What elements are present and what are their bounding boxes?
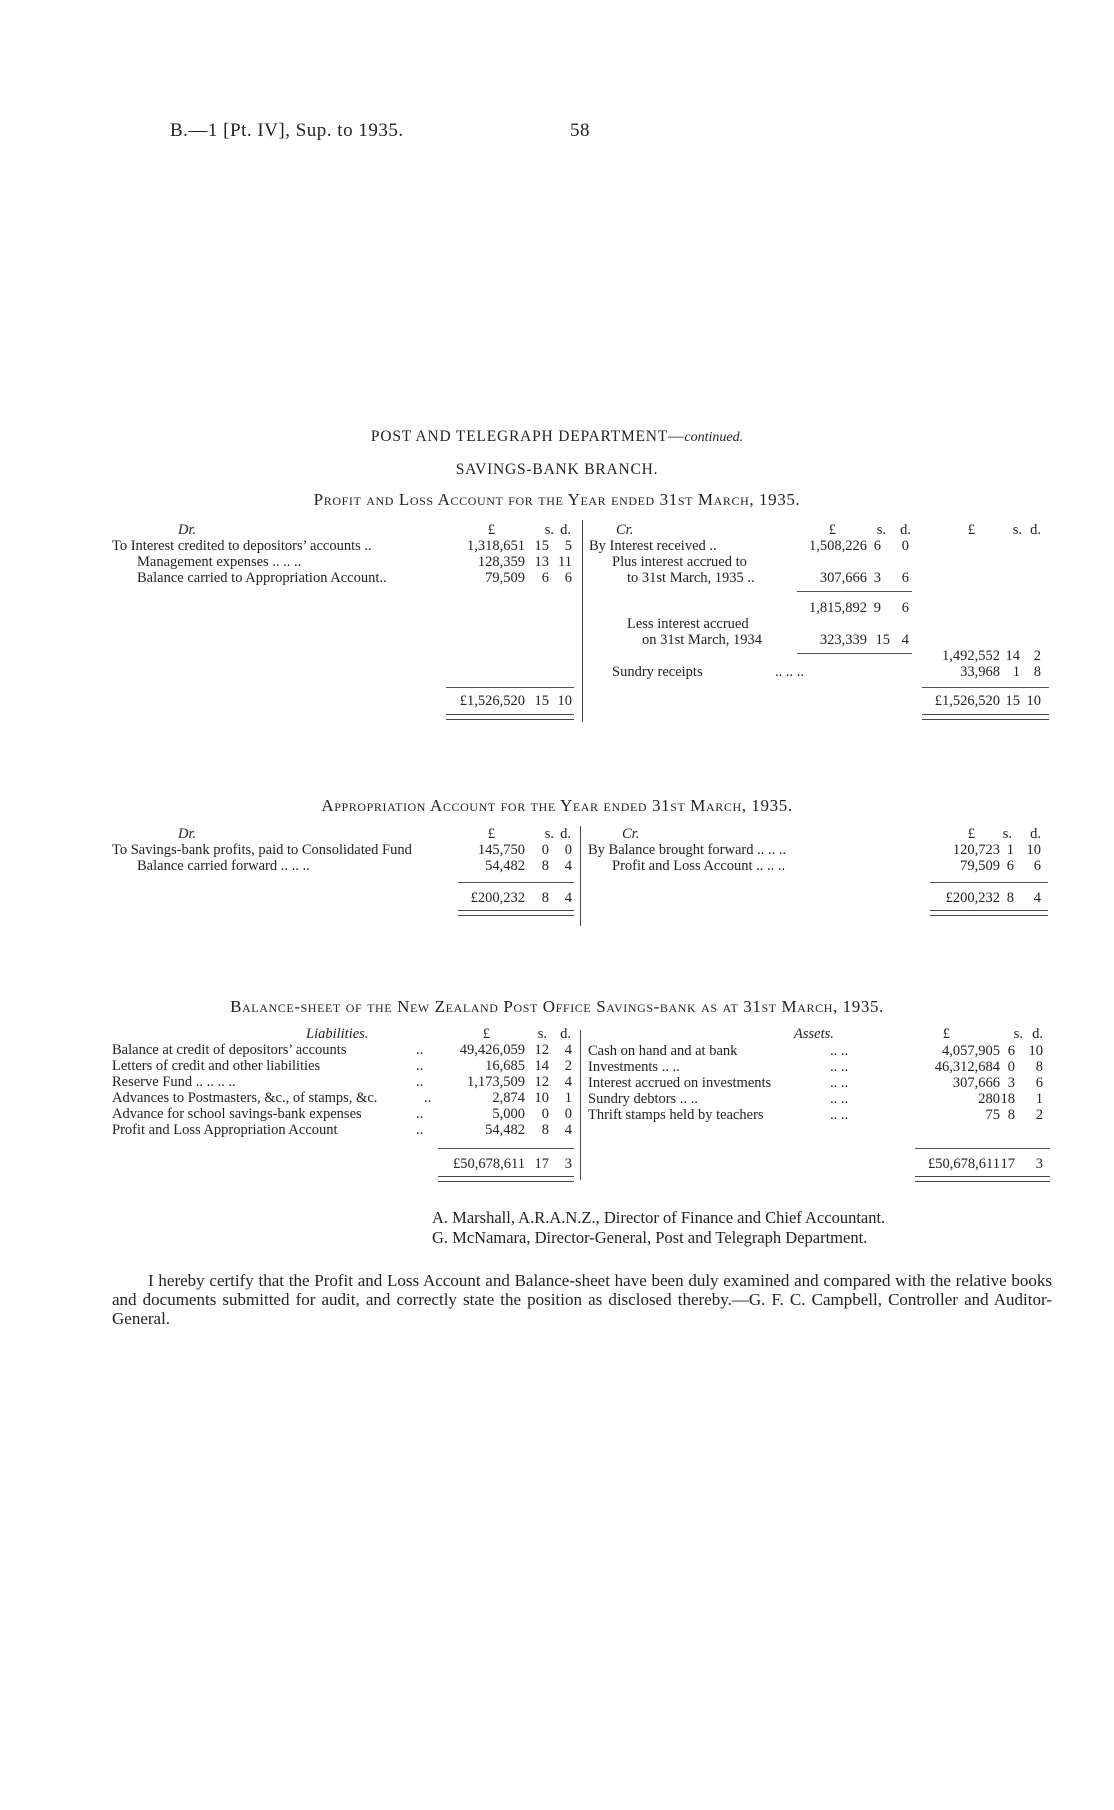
document-reference: B.—1 [Pt. IV], Sup. to 1935. [170,120,404,141]
profit-loss-title: Profit and Loss Account for the Year ended 31st March, 1935. [313,490,801,509]
cr-label: Cr. [622,826,640,842]
less-accrued-date: on 31st March, 1934 [642,632,763,648]
column-divider [580,826,581,926]
dr-label: Dr. [178,522,197,538]
branch-heading: SAVINGS-BANK BRANCH. [455,461,659,478]
liabilities-heading: Liabilities. [306,1026,369,1042]
pound-head: £ [487,522,495,538]
total-rule [446,687,574,688]
shillings-head: s. [544,522,554,538]
double-rule [930,910,1048,916]
double-rule [458,910,574,916]
dr-label: Dr. [178,826,197,842]
less-accrued-label: Less interest accrued [627,616,749,632]
signature-director-general: G. McNamara, Director-General, Post and Telegraph Department. [432,1228,868,1247]
plus-accrued-label: Plus interest accrued to [612,554,747,570]
appropriation-title: Appropriation Account for the Year ended 31st March, 1935. [321,796,793,815]
column-divider [582,520,583,722]
audit-certificate: I hereby certify that the Profit and Loss Account and Balance-sheet have been duly examined and compared with the relative books and documents submitted for audit, and correctly state the position as disclosed thereby.—G. F. C. Campbell, Controller and Auditor-General. [112,1271,1052,1328]
double-rule [922,714,1049,720]
pence-head: d. [560,522,571,538]
page-number: 58 [570,120,590,141]
column-divider [580,1030,581,1180]
interest-received-label: By Interest received .. [589,538,717,554]
signature-director-finance: A. Marshall, A.R.A.N.Z., Director of Finance and Chief Accountant. [432,1208,886,1227]
double-rule [915,1176,1050,1182]
department-heading: POST AND TELEGRAPH DEPARTMENT—continued. [370,428,744,445]
balance-sheet-title: Balance-sheet of the New Zealand Post Office Savings-bank as at 31st March, 1935. [230,997,884,1016]
plus-accrued-date: to 31st March, 1935 .. [627,570,755,586]
assets-heading: Assets. [794,1026,834,1042]
double-rule [438,1176,574,1182]
sundry-receipts-label: Sundry receipts [612,664,703,680]
double-rule [446,714,574,720]
subtotal-rule [797,591,912,592]
cr-label: Cr. [616,522,634,538]
